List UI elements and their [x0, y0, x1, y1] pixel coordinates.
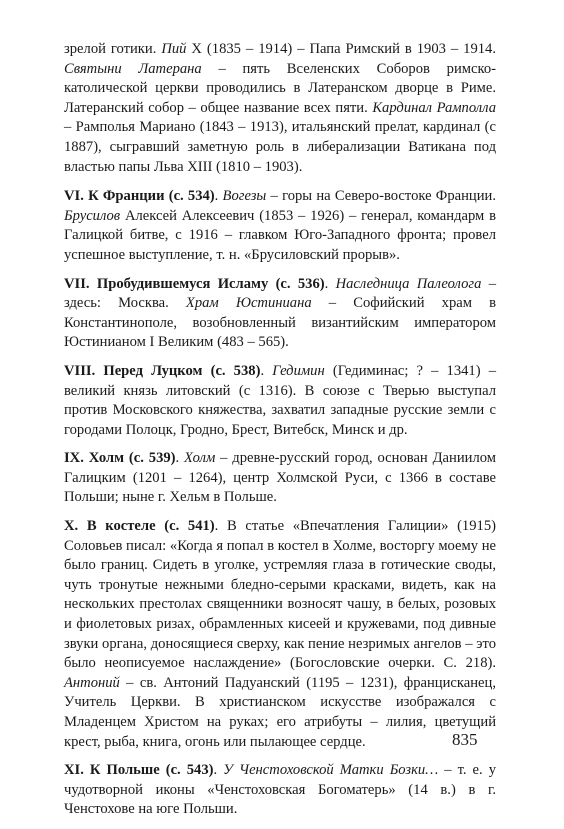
note-heading: VI. К Франции (с. 534)	[64, 188, 215, 205]
term-pius: Пий	[161, 41, 187, 57]
term-kholm: Холм	[184, 450, 216, 467]
note-vi: VI. К Франции (с. 534). Вогезы – горы на Северо-востоке Франции. Брусилов Алексей Алексеевич (1853 – 1926) – генерал, командарм в Галицкой битве, с 1916 – главком Юго-Западного фронта; провел успешное выступление, т. н. «Брусиловский прорыв».	[64, 188, 496, 263]
term-czestochowa: У Ченстоховской Матки Бозки…	[223, 762, 439, 779]
page-number: 835	[452, 730, 478, 749]
term-brusilov: Брусилов	[64, 207, 121, 224]
note-heading: VII. Пробудившемуся Исламу (с. 536)	[64, 275, 325, 292]
note-x: X. В костеле (с. 541). В статье «Впечатления Галиции» (1915) Соловьев писал: «Когда я попал в костел в Холме, восторгу моему не было границ. Сидеть в уголке, устремляя глаза в готические своды, чуть тронутые нежными бледно-серыми красками, видеть, как на нескольких престолах священники возносят чашу, в белых, розовых и фиолетовых ризах, обрамленных кисеей и кружевами, под дивные звуки органа, доносящиеся сверху, как пение незримых ангелов – это было неописуемое наслаждение» (Богословские очерки. С. 218). Антоний – св. Антоний Падуанский (1195 – 1231), францисканец, Учитель Церкви. В христианском искусстве изображался с Младенцем Христом на руках; его атрибуты – лилия, цветущий крест, рыба, книга, огонь или пылающее сердце.	[64, 518, 496, 750]
term-antony: Антоний	[64, 674, 120, 691]
note-vii: VII. Пробудившемуся Исламу (с. 536). Наследница Палеолога – здесь: Москва. Храм Юстиниана – Софийский храм в Константинополе, возобновленный византийским императором Юстинианом I Великим (483 – 565).	[64, 275, 497, 351]
term-gediminas: Гедимин	[272, 362, 325, 379]
note-heading: IX. Холм (с. 539)	[64, 450, 176, 467]
note-ix: IX. Холм (с. 539). Холм – древне-русский город, основан Даниилом Галицким (1201 – 1264), центр Холмской Руси, с 1366 в составе Польши; ныне г. Хельм в Польше.	[64, 450, 497, 506]
term-rampolla: Кардинал Рамполла	[372, 99, 496, 116]
note-heading: XI. К Польше (с. 543)	[64, 762, 214, 779]
page-body	[64, 40, 496, 829]
term-lateran: Святыни Латерана	[64, 60, 202, 77]
term-justinian: Храм Юстиниана	[185, 295, 312, 312]
paragraph-continuation: зрелой готики. Пий X (1835 – 1914) – Папа Римский в 1903 – 1914. Святыни Латерана – пять Вселенских Соборов римско-католической церкви проводились в Латеранском дворце в Риме. Латеранский собор – общее название всех пяти. Кардинал Рамполла – Рамполья Мариано (1843 – 1913), итальянский прелат, кардинал (с 1887), сыгравший заметную роль в либерализации Ватикана под властью папы Льва XIII (1810 – 1903).	[64, 41, 496, 175]
term-palaiologos: Наследница Палеолога	[335, 275, 482, 292]
note-heading: X. В костеле (с. 541)	[64, 518, 215, 535]
term-vosges: Вогезы	[222, 188, 267, 205]
note-viii: VIII. Перед Луцком (с. 538). Гедимин (Гедиминас; ? – 1341) – великий князь литовский (с 1316). В союзе с Тверью выступал против Московского княжества, захватил западные русские земли с городами Полоцк, Гродно, Брест, Витебск, Минск и др.	[64, 362, 496, 438]
note-xi: XI. К Польше (с. 543). У Ченстоховской Матки Бозки… – т. е. у чудотворной иконы «Ченстоховская Богоматерь» (14 в.) в г. Ченстохове на юге Польши.	[64, 762, 496, 818]
note-heading: VIII. Перед Луцком (с. 538)	[64, 362, 261, 379]
